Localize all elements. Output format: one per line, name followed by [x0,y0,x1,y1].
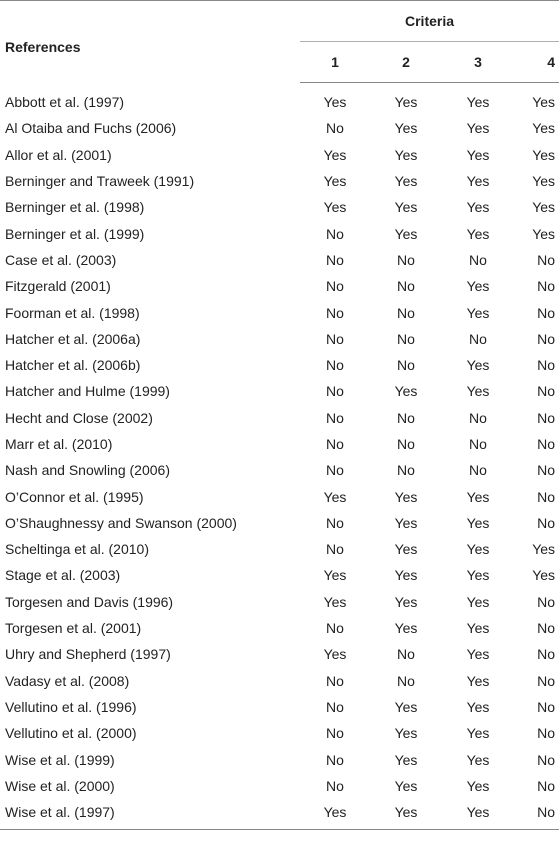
criteria-2-cell: Yes [370,799,442,830]
criteria-2-cell: No [397,304,415,321]
reference-cell: Hatcher and Hulme (1999) [5,383,170,400]
criteria-3-cell: Yes [466,304,490,321]
table-row [0,457,559,483]
criteria-4-cell: No [514,799,559,830]
criteria-1-cell: No [326,672,344,689]
criteria-3-cell: Yes [466,357,490,374]
criteria-4-cell: No [537,383,556,400]
table-row [0,746,559,772]
criteria-number-header: 1 [300,42,370,83]
reference-cell: Allor et al. (2001) [5,146,112,163]
table-header [0,1,559,83]
reference-cell: Torgesen and Davis (1996) [5,593,174,610]
criteria-3-cell: Yes [466,278,490,295]
criteria-1-cell: Yes [323,173,347,190]
criteria-3-cell: Yes [466,646,490,663]
criteria-3-cell: Yes [466,199,490,216]
criteria-1-cell: No [326,330,344,347]
criteria-4-cell: No [537,672,556,689]
criteria-2-cell: No [397,646,415,663]
table-row [0,641,559,667]
criteria-4-cell: No [537,278,556,295]
criteria-2-cell: Yes [394,94,418,111]
criteria-1-cell: No [326,225,344,242]
criteria-3-cell: No [469,330,487,347]
criteria-3-cell: Yes [466,514,490,531]
criteria-1-cell: Yes [323,593,347,610]
reference-cell: Nash and Snowling (2006) [5,462,170,479]
table-row [0,562,559,588]
criteria-3-cell: Yes [466,225,490,242]
criteria-1-cell: No [326,120,344,137]
criteria-1-cell: No [326,462,344,479]
criteria-1-cell: No [326,278,344,295]
table-row [0,168,559,194]
table-row [0,668,559,694]
criteria-3-cell: No [469,436,487,452]
criteria-1-cell: No [326,383,344,400]
criteria-4-cell: No [537,462,556,479]
criteria-3-cell: No [469,251,487,268]
references-header: References [0,1,300,83]
criteria-3-cell: Yes [466,541,490,558]
table-row [0,194,559,220]
criteria-2-cell: Yes [394,199,418,216]
criteria-2-cell: Yes [394,698,418,715]
table-row [0,115,559,141]
criteria-1-cell: No [326,541,344,558]
criteria-1-cell: No [326,620,344,637]
criteria-1-cell: No [326,251,344,268]
criteria-2-cell: No [397,330,415,347]
criteria-1-cell: No [326,409,344,426]
reference-cell: Hecht and Close (2002) [5,409,153,426]
table-row [0,536,559,562]
criteria-1-cell: No [326,304,344,321]
reference-cell: Wise et al. (1997) [0,799,300,830]
criteria-1-cell: No [326,725,344,742]
table-row [0,799,559,830]
table-row [0,326,559,352]
criteria-4-cell: No [537,409,556,426]
criteria-2-cell: Yes [394,173,418,190]
criteria-2-cell: Yes [394,488,418,505]
reference-cell: Wise et al. (2000) [5,777,115,794]
table-row [0,431,559,457]
reference-cell: Wise et al. (1999) [5,751,115,768]
criteria-1-cell: Yes [300,799,370,830]
criteria-4-cell: No [537,304,556,321]
criteria-number-header: 2 [370,42,442,83]
reference-cell: Uhry and Shepherd (1997) [5,646,171,663]
criteria-2-cell: No [397,278,415,295]
criteria-3-cell: Yes [466,751,490,768]
reference-cell: O’Shaughnessy and Swanson (2000) [5,514,237,531]
criteria-4-cell: Yes [532,146,556,163]
table-row [0,378,559,404]
reference-cell: Vellutino et al. (2000) [5,725,137,742]
criteria-4-cell: No [537,514,556,531]
criteria-2-cell: Yes [394,541,418,558]
criteria-3-cell: Yes [466,593,490,610]
criteria-4-cell: Yes [532,225,556,242]
criteria-4-cell: Yes [532,120,556,137]
criteria-4-cell: No [537,646,556,663]
criteria-4-cell: Yes [532,173,556,190]
criteria-4-cell: Yes [532,541,556,558]
criteria-header: Criteria [300,1,559,42]
criteria-2-cell: Yes [394,514,418,531]
table-row [0,273,559,299]
reference-cell: Al Otaiba and Fuchs (2006) [5,120,177,137]
table-row [0,83,559,116]
criteria-1-cell: No [326,514,344,531]
reference-cell: Vadasy et al. (2008) [5,672,130,689]
criteria-2-cell: No [397,357,415,374]
reference-cell: Scheltinga et al. (2010) [5,541,149,558]
criteria-1-cell: No [326,436,344,452]
reference-cell: Foorman et al. (1998) [5,304,140,321]
criteria-4-cell: No [537,751,556,768]
criteria-2-cell: Yes [394,751,418,768]
reference-cell: Fitzgerald (2001) [5,278,111,295]
table-row [0,773,559,799]
table-row [0,510,559,536]
criteria-3-cell: No [469,409,487,426]
criteria-2-cell: Yes [394,593,418,610]
reference-cell: Torgesen et al. (2001) [5,620,142,637]
criteria-3-cell: Yes [466,567,490,584]
criteria-3-cell: Yes [466,725,490,742]
criteria-4-cell: Yes [532,94,556,111]
criteria-2-cell: Yes [394,620,418,637]
criteria-1-cell: Yes [323,488,347,505]
criteria-3-cell: Yes [442,799,514,830]
criteria-4-cell: No [537,698,556,715]
criteria-4-cell: No [537,620,556,637]
criteria-1-cell: No [326,777,344,794]
criteria-4-cell: No [537,593,556,610]
criteria-4-cell: No [537,777,556,794]
criteria-2-cell: Yes [394,777,418,794]
criteria-number-header: 4 [514,42,559,83]
reference-cell: O’Connor et al. (1995) [5,488,144,505]
criteria-2-cell: Yes [394,146,418,163]
table-row [0,694,559,720]
table-row [0,589,559,615]
reference-cell: Berninger et al. (1999) [5,225,145,242]
table-row [0,615,559,641]
criteria-3-cell: Yes [466,698,490,715]
criteria-1-cell: Yes [323,567,347,584]
table-row [0,247,559,273]
criteria-1-cell: No [326,751,344,768]
criteria-3-cell: Yes [466,383,490,400]
criteria-3-cell: Yes [466,173,490,190]
criteria-2-cell: Yes [394,567,418,584]
criteria-2-cell: Yes [394,120,418,137]
criteria-4-cell: No [537,357,556,374]
table-body [0,83,559,830]
reference-cell: Case et al. (2003) [5,251,117,268]
criteria-4-cell: No [537,725,556,742]
reference-cell: Marr et al. (2010) [5,436,113,452]
criteria-1-cell: Yes [323,94,347,111]
criteria-1-cell: No [326,357,344,374]
criteria-3-cell: Yes [466,120,490,137]
criteria-4-cell: Yes [532,199,556,216]
table-row [0,352,559,378]
reference-cell: Hatcher et al. (2006b) [5,357,141,374]
criteria-4-cell: Yes [532,567,556,584]
criteria-number-header: 3 [442,42,514,83]
criteria-2-cell: Yes [394,383,418,400]
reference-cell: Stage et al. (2003) [5,567,121,584]
criteria-4-cell: No [537,251,556,268]
criteria-1-cell: Yes [323,199,347,216]
table-row [0,299,559,325]
criteria-2-cell: Yes [394,725,418,742]
criteria-1-cell: Yes [323,146,347,163]
criteria-2-cell: No [397,462,415,479]
table-row [0,220,559,246]
criteria-1-cell: Yes [323,646,347,663]
criteria-3-cell: Yes [466,94,490,111]
criteria-4-cell: No [537,330,556,347]
criteria-3-cell: Yes [466,620,490,637]
table-row [0,483,559,509]
reference-cell: Hatcher et al. (2006a) [5,330,141,347]
criteria-2-cell: No [397,409,415,426]
criteria-3-cell: No [469,462,487,479]
table-row [0,720,559,746]
reference-cell: Vellutino et al. (1996) [5,698,137,715]
criteria-3-cell: Yes [466,146,490,163]
criteria-1-cell: No [326,698,344,715]
table-row [0,142,559,168]
reference-cell: Berninger and Traweek (1991) [5,173,195,190]
criteria-2-cell: No [397,672,415,689]
criteria-2-cell: No [397,436,415,452]
criteria-2-cell: No [397,251,415,268]
criteria-3-cell: Yes [466,672,490,689]
table-row [0,405,559,431]
criteria-3-cell: Yes [466,777,490,794]
criteria-3-cell: Yes [466,488,490,505]
criteria-2-cell: Yes [394,225,418,242]
reference-cell: Berninger et al. (1998) [5,199,145,216]
reference-cell: Abbott et al. (1997) [5,93,125,110]
criteria-4-cell: No [537,488,556,505]
criteria-4-cell: No [537,436,556,452]
